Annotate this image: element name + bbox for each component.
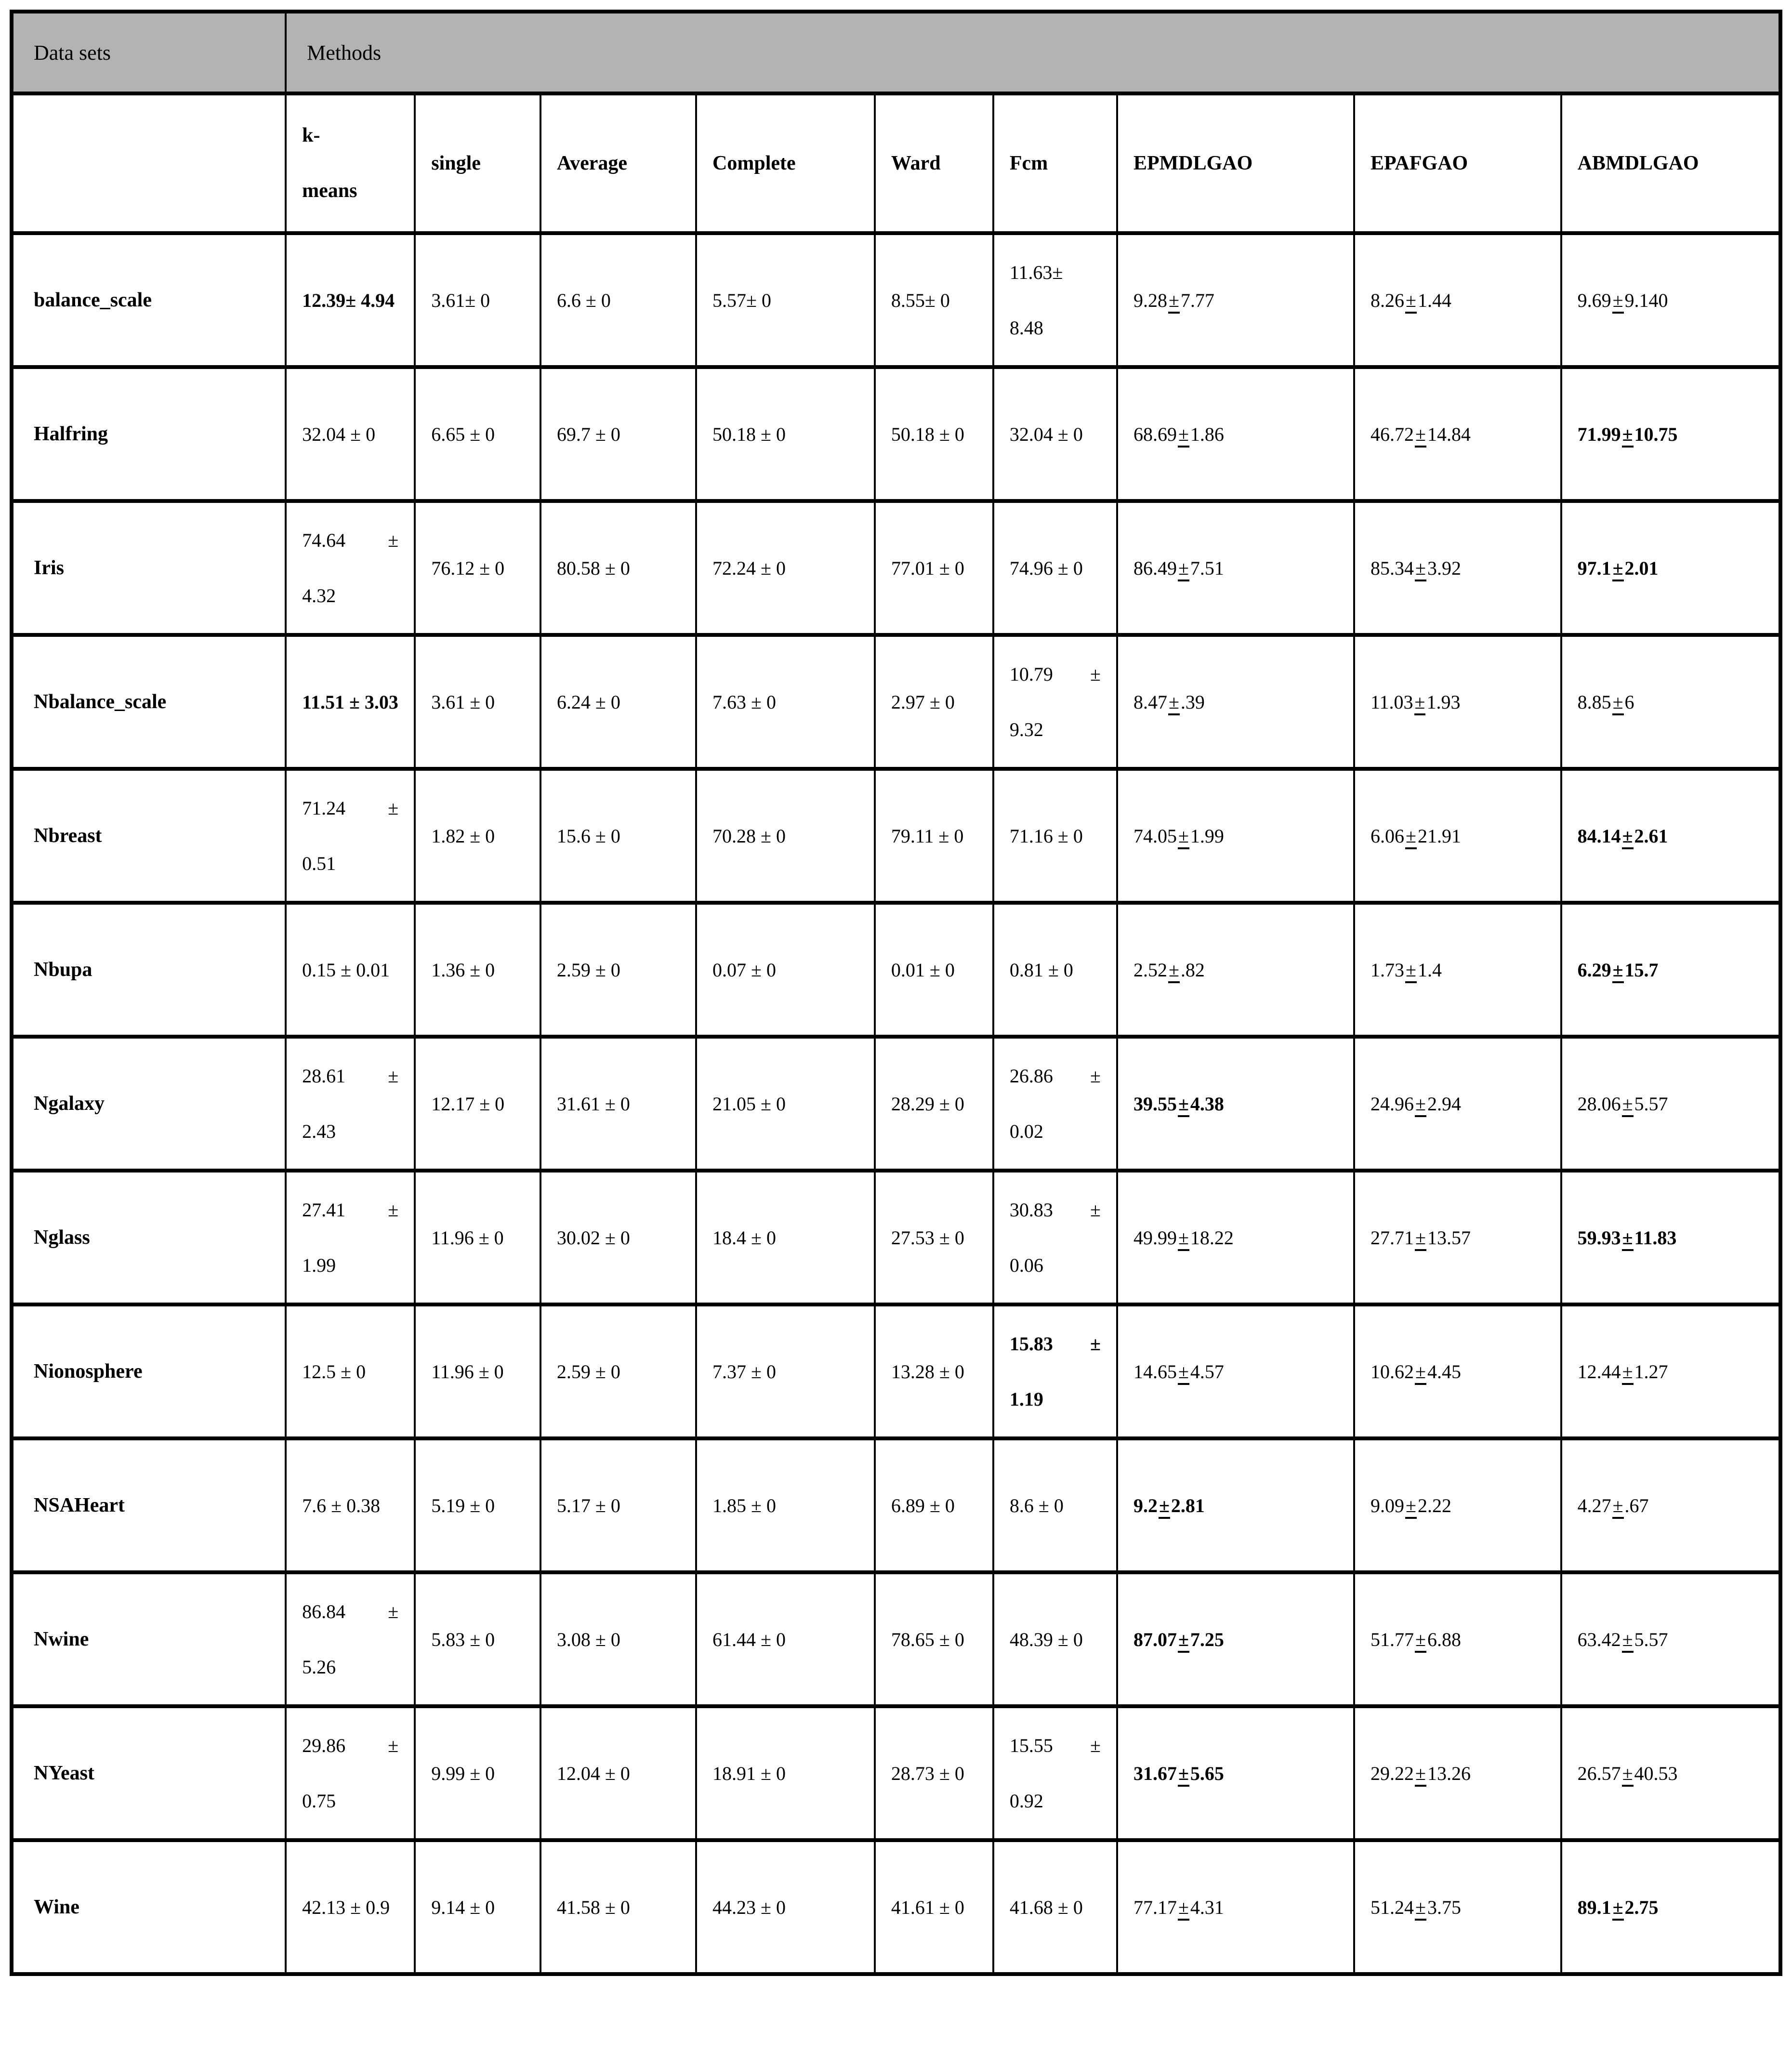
plus-minus-symbol: ± (1415, 1764, 1426, 1787)
dataset-name: Iris (12, 501, 286, 635)
cell-average: 5.17 ± 0 (540, 1438, 696, 1572)
cell-kmeans: 27.41 ± 1.99 (286, 1171, 415, 1304)
table-row (12, 635, 1780, 769)
cell-complete: 70.28 ± 0 (696, 769, 875, 903)
cell-kmeans: 28.61 ± 2.43 (286, 1037, 415, 1171)
plus-minus-symbol: ± (1415, 1362, 1426, 1385)
cell-complete: 61.44 ± 0 (696, 1572, 875, 1706)
plus-minus-symbol: ± (1612, 559, 1624, 581)
plus-minus-symbol: ± (1168, 961, 1180, 983)
cell-complete: 21.05 ± 0 (696, 1037, 875, 1171)
cell-epafgao: 29.22±13.26 (1354, 1706, 1561, 1840)
cell-kmeans: 12.5 ± 0 (286, 1304, 415, 1438)
column-header-kmeans: k-means (286, 93, 415, 233)
cell-fcm: 74.96 ± 0 (993, 501, 1117, 635)
plus-minus-symbol: ± (1159, 1496, 1170, 1519)
cell-complete: 7.63 ± 0 (696, 635, 875, 769)
cell-epafgao: 11.03±1.93 (1354, 635, 1561, 769)
plus-minus-symbol: ± (1622, 1362, 1634, 1385)
cell-ward: 79.11 ± 0 (875, 769, 993, 903)
cell-abmdlgao: 12.44±1.27 (1561, 1304, 1780, 1438)
cell-epmdlgao: 9.28±7.77 (1117, 233, 1354, 367)
dataset-name: NYeast (12, 1706, 286, 1840)
cell-single: 9.99 ± 0 (415, 1706, 540, 1840)
table-row (12, 1572, 1780, 1706)
cell-epmdlgao: 9.2±2.81 (1117, 1438, 1354, 1572)
cell-complete: 1.85 ± 0 (696, 1438, 875, 1572)
dataset-name: Nglass (12, 1171, 286, 1304)
cell-fcm: 11.63± 8.48 (993, 233, 1117, 367)
cell-average: 2.59 ± 0 (540, 903, 696, 1037)
column-header-epmdlgao: EPMDLGAO (1117, 93, 1354, 233)
cell-single: 9.14 ± 0 (415, 1840, 540, 1974)
cell-abmdlgao: 6.29±15.7 (1561, 903, 1780, 1037)
cell-ward: 50.18 ± 0 (875, 367, 993, 501)
cell-fcm: 32.04 ± 0 (993, 367, 1117, 501)
plus-minus-symbol: ± (1415, 559, 1426, 581)
plus-minus-symbol: ± (1612, 693, 1624, 715)
plus-minus-symbol: ± (1168, 291, 1180, 314)
plus-minus-symbol: ± (1622, 1764, 1634, 1787)
dataset-name: Ngalaxy (12, 1037, 286, 1171)
header-methods: Methods (286, 12, 1780, 93)
table-row (12, 1304, 1780, 1438)
plus-minus-symbol: ± (1622, 827, 1634, 849)
plus-minus-symbol: ± (1405, 1496, 1417, 1519)
cell-epafgao: 85.34±3.92 (1354, 501, 1561, 635)
column-header-average: Average (540, 93, 696, 233)
cell-average: 12.04 ± 0 (540, 1706, 696, 1840)
cell-epmdlgao: 74.05±1.99 (1117, 769, 1354, 903)
plus-minus-symbol: ± (1612, 961, 1624, 983)
cell-epmdlgao: 14.65±4.57 (1117, 1304, 1354, 1438)
plus-minus-symbol: ± (1178, 1094, 1189, 1117)
cell-ward: 13.28 ± 0 (875, 1304, 993, 1438)
cell-kmeans: 12.39± 4.94 (286, 233, 415, 367)
column-header-epafgao: EPAFGAO (1354, 93, 1561, 233)
cell-abmdlgao: 8.85±6 (1561, 635, 1780, 769)
cell-epafgao: 24.96±2.94 (1354, 1037, 1561, 1171)
table-row (12, 903, 1780, 1037)
plus-minus-symbol: ± (1622, 1630, 1634, 1653)
dataset-name: Nwine (12, 1572, 286, 1706)
header-data-sets: Data sets (12, 12, 286, 93)
cell-single: 3.61± 0 (415, 233, 540, 367)
cell-kmeans: 32.04 ± 0 (286, 367, 415, 501)
cell-epmdlgao: 68.69±1.86 (1117, 367, 1354, 501)
cell-single: 5.19 ± 0 (415, 1438, 540, 1572)
cell-average: 80.58 ± 0 (540, 501, 696, 635)
header-methods-row (12, 93, 1780, 233)
column-header-abmdlgao: ABMDLGAO (1561, 93, 1780, 233)
dataset-name: Wine (12, 1840, 286, 1974)
plus-minus-symbol: ± (1178, 1898, 1189, 1921)
cell-ward: 78.65 ± 0 (875, 1572, 993, 1706)
cell-single: 3.61 ± 0 (415, 635, 540, 769)
header-group-row (12, 12, 1780, 93)
cell-average: 15.6 ± 0 (540, 769, 696, 903)
cell-average: 6.24 ± 0 (540, 635, 696, 769)
cell-abmdlgao: 59.93±11.83 (1561, 1171, 1780, 1304)
table-row (12, 1840, 1780, 1974)
cell-single: 6.65 ± 0 (415, 367, 540, 501)
table-row (12, 1706, 1780, 1840)
cell-abmdlgao: 71.99±10.75 (1561, 367, 1780, 501)
cell-fcm: 0.81 ± 0 (993, 903, 1117, 1037)
cell-epafgao: 10.62±4.45 (1354, 1304, 1561, 1438)
cell-epafgao: 1.73±1.4 (1354, 903, 1561, 1037)
cell-average: 3.08 ± 0 (540, 1572, 696, 1706)
plus-minus-symbol: ± (1178, 827, 1189, 849)
cell-abmdlgao: 63.42±5.57 (1561, 1572, 1780, 1706)
cell-average: 31.61 ± 0 (540, 1037, 696, 1171)
cell-fcm: 30.83 ± 0.06 (993, 1171, 1117, 1304)
plus-minus-symbol: ± (1622, 1228, 1634, 1251)
cell-epafgao: 27.71±13.57 (1354, 1171, 1561, 1304)
cell-kmeans: 0.15 ± 0.01 (286, 903, 415, 1037)
cell-single: 11.96 ± 0 (415, 1171, 540, 1304)
cell-fcm: 15.83 ± 1.19 (993, 1304, 1117, 1438)
table-body (12, 233, 1780, 1974)
cell-single: 12.17 ± 0 (415, 1037, 540, 1171)
cell-ward: 2.97 ± 0 (875, 635, 993, 769)
plus-minus-symbol: ± (1178, 425, 1189, 448)
table-row (12, 501, 1780, 635)
cell-ward: 77.01 ± 0 (875, 501, 993, 635)
cell-abmdlgao: 9.69±9.140 (1561, 233, 1780, 367)
cell-kmeans: 7.6 ± 0.38 (286, 1438, 415, 1572)
cell-kmeans: 86.84 ± 5.26 (286, 1572, 415, 1706)
cell-epmdlgao: 31.67±5.65 (1117, 1706, 1354, 1840)
table-row (12, 1438, 1780, 1572)
cell-ward: 8.55± 0 (875, 233, 993, 367)
cell-fcm: 41.68 ± 0 (993, 1840, 1117, 1974)
column-header-fcm: Fcm (993, 93, 1117, 233)
table-row (12, 1037, 1780, 1171)
plus-minus-symbol: ± (1622, 1094, 1634, 1117)
dataset-name: NSAHeart (12, 1438, 286, 1572)
dataset-name: Nbreast (12, 769, 286, 903)
cell-complete: 7.37 ± 0 (696, 1304, 875, 1438)
cell-single: 1.36 ± 0 (415, 903, 540, 1037)
plus-minus-symbol: ± (1415, 1094, 1426, 1117)
plus-minus-symbol: ± (1612, 291, 1624, 314)
cell-kmeans: 29.86 ± 0.75 (286, 1706, 415, 1840)
dataset-name: balance_scale (12, 233, 286, 367)
results-table (10, 10, 1782, 1976)
dataset-name: Nionosphere (12, 1304, 286, 1438)
dataset-name: Nbalance_scale (12, 635, 286, 769)
cell-epafgao: 51.77±6.88 (1354, 1572, 1561, 1706)
cell-epmdlgao: 77.17±4.31 (1117, 1840, 1354, 1974)
cell-complete: 0.07 ± 0 (696, 903, 875, 1037)
plus-minus-symbol: ± (1178, 559, 1189, 581)
cell-abmdlgao: 97.1±2.01 (1561, 501, 1780, 635)
cell-ward: 28.73 ± 0 (875, 1706, 993, 1840)
cell-ward: 27.53 ± 0 (875, 1171, 993, 1304)
cell-complete: 72.24 ± 0 (696, 501, 875, 635)
table-row (12, 233, 1780, 367)
plus-minus-symbol: ± (1405, 827, 1417, 849)
plus-minus-symbol: ± (1405, 291, 1417, 314)
cell-single: 76.12 ± 0 (415, 501, 540, 635)
cell-epmdlgao: 49.99±18.22 (1117, 1171, 1354, 1304)
dataset-name: Halfring (12, 367, 286, 501)
cell-epmdlgao: 8.47±.39 (1117, 635, 1354, 769)
cell-average: 69.7 ± 0 (540, 367, 696, 501)
cell-epmdlgao: 86.49±7.51 (1117, 501, 1354, 635)
cell-abmdlgao: 89.1±2.75 (1561, 1840, 1780, 1974)
cell-kmeans: 74.64 ± 4.32 (286, 501, 415, 635)
cell-kmeans: 42.13 ± 0.9 (286, 1840, 415, 1974)
column-header-single: single (415, 93, 540, 233)
cell-complete: 50.18 ± 0 (696, 367, 875, 501)
cell-fcm: 10.79 ± 9.32 (993, 635, 1117, 769)
plus-minus-symbol: ± (1178, 1362, 1189, 1385)
cell-average: 6.6 ± 0 (540, 233, 696, 367)
cell-kmeans: 71.24 ± 0.51 (286, 769, 415, 903)
cell-fcm: 15.55 ± 0.92 (993, 1706, 1117, 1840)
cell-epmdlgao: 2.52±.82 (1117, 903, 1354, 1037)
cell-ward: 6.89 ± 0 (875, 1438, 993, 1572)
plus-minus-symbol: ± (1415, 1228, 1426, 1251)
table-row (12, 367, 1780, 501)
plus-minus-symbol: ± (1612, 1496, 1624, 1519)
cell-epafgao: 8.26±1.44 (1354, 233, 1561, 367)
cell-epafgao: 9.09±2.22 (1354, 1438, 1561, 1572)
cell-epafgao: 51.24±3.75 (1354, 1840, 1561, 1974)
cell-epafgao: 46.72±14.84 (1354, 367, 1561, 501)
plus-minus-symbol: ± (1612, 1898, 1624, 1921)
plus-minus-symbol: ± (1415, 1630, 1426, 1653)
cell-kmeans: 11.51 ± 3.03 (286, 635, 415, 769)
cell-single: 1.82 ± 0 (415, 769, 540, 903)
plus-minus-symbol: ± (1414, 693, 1426, 715)
cell-fcm: 71.16 ± 0 (993, 769, 1117, 903)
plus-minus-symbol: ± (1178, 1764, 1189, 1787)
cell-abmdlgao: 84.14±2.61 (1561, 769, 1780, 903)
cell-abmdlgao: 28.06±5.57 (1561, 1037, 1780, 1171)
plus-minus-symbol: ± (1405, 961, 1417, 983)
cell-average: 2.59 ± 0 (540, 1304, 696, 1438)
plus-minus-symbol: ± (1622, 425, 1634, 448)
cell-abmdlgao: 4.27±.67 (1561, 1438, 1780, 1572)
cell-single: 11.96 ± 0 (415, 1304, 540, 1438)
cell-complete: 18.4 ± 0 (696, 1171, 875, 1304)
dataset-name: Nbupa (12, 903, 286, 1037)
plus-minus-symbol: ± (1178, 1630, 1189, 1653)
plus-minus-symbol: ± (1415, 425, 1426, 448)
cell-epafgao: 6.06±21.91 (1354, 769, 1561, 903)
cell-fcm: 26.86 ± 0.02 (993, 1037, 1117, 1171)
cell-complete: 44.23 ± 0 (696, 1840, 875, 1974)
cell-epmdlgao: 87.07±7.25 (1117, 1572, 1354, 1706)
cell-complete: 5.57± 0 (696, 233, 875, 367)
cell-epmdlgao: 39.55±4.38 (1117, 1037, 1354, 1171)
cell-abmdlgao: 26.57±40.53 (1561, 1706, 1780, 1840)
plus-minus-symbol: ± (1168, 693, 1180, 715)
column-header-complete: Complete (696, 93, 875, 233)
cell-complete: 18.91 ± 0 (696, 1706, 875, 1840)
cell-average: 30.02 ± 0 (540, 1171, 696, 1304)
cell-single: 5.83 ± 0 (415, 1572, 540, 1706)
plus-minus-symbol: ± (1178, 1228, 1189, 1251)
table-row (12, 1171, 1780, 1304)
column-header-ward: Ward (875, 93, 993, 233)
cell-ward: 28.29 ± 0 (875, 1037, 993, 1171)
cell-average: 41.58 ± 0 (540, 1840, 696, 1974)
table-row (12, 769, 1780, 903)
header-empty-cell (12, 93, 286, 233)
plus-minus-symbol: ± (1415, 1898, 1426, 1921)
cell-fcm: 48.39 ± 0 (993, 1572, 1117, 1706)
cell-ward: 0.01 ± 0 (875, 903, 993, 1037)
cell-ward: 41.61 ± 0 (875, 1840, 993, 1974)
cell-fcm: 8.6 ± 0 (993, 1438, 1117, 1572)
